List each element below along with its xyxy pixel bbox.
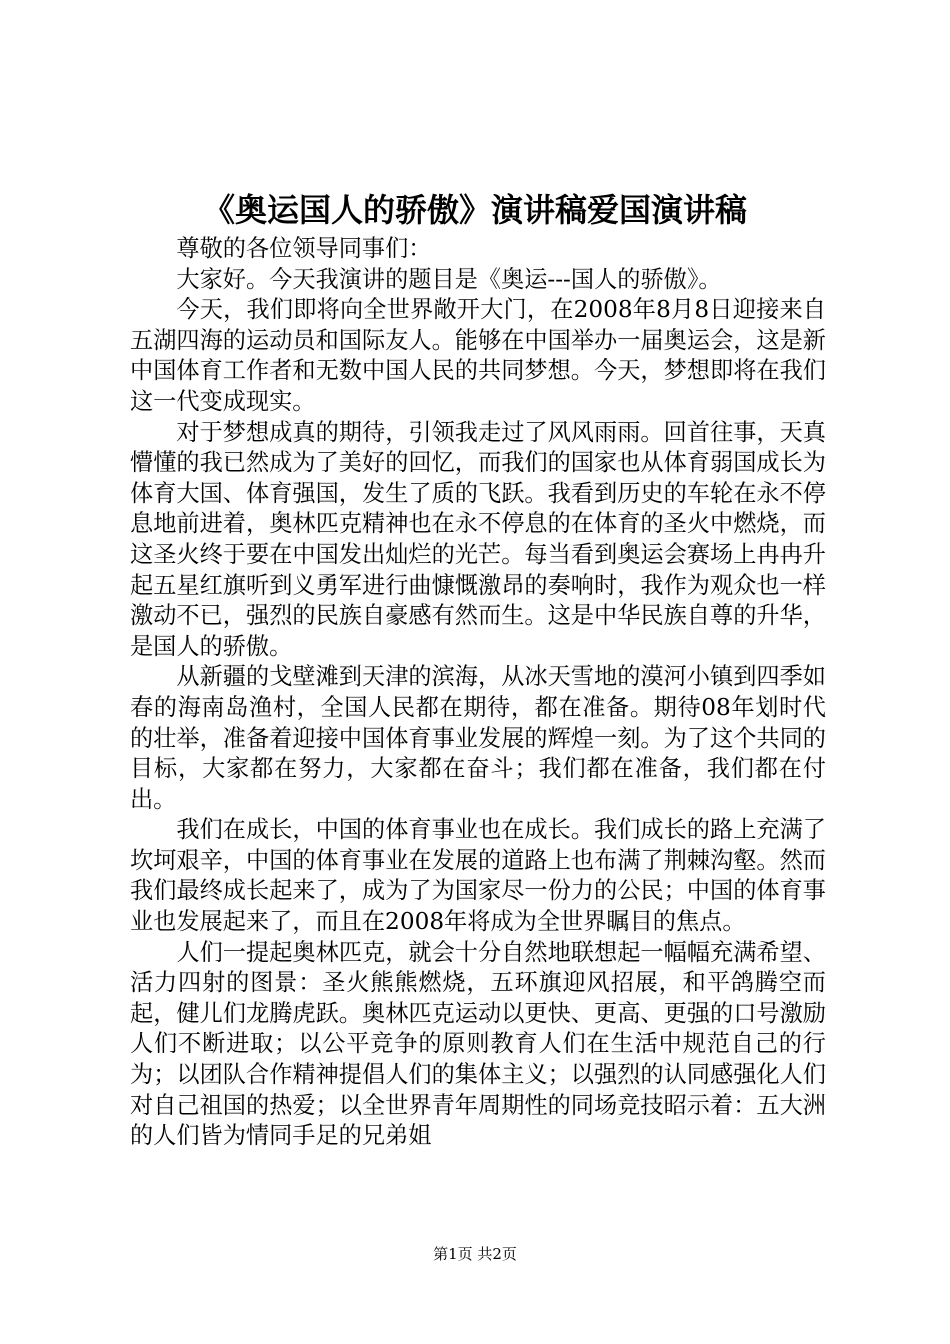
paragraph-greeting: 大家好。今天我演讲的题目是《奥运---国人的骄傲》。 <box>176 265 722 293</box>
paragraph: 对于梦想成真的期待，引领我走过了风风雨雨。回首往事，天真懵懂的我已然成为了美好的回忆，而我们的国家也从体育弱国成长为体育大国、体育强国，发生了质的飞跃。我看到历史的车轮在永不停息地前进着，奥林匹克精神也在永不停息的在体育的圣火中燃烧，而这圣火终于要在中国发出灿烂的光芒。每当看到奥运会赛场上冉冉升起五星红旗听到义勇军进行曲慷慨激昂的奏响时，我作为观众也一样激动不已，强烈的民族自豪感有然而生。这是中华民族自尊的升华，是国人的骄傲。 <box>130 418 826 660</box>
paragraph: 我们在成长，中国的体育事业也在成长。我们成长的路上充满了坎坷艰辛，中国的体育事业在发展的道路上也布满了荆棘沟壑。然而我们最终成长起来了，成为了为国家尽一份力的公民；中国的体育事业也发展起来了，而且在2008年将成为全世界瞩目的焦点。 <box>130 816 826 936</box>
document-title: 《奥运国人的骄傲》演讲稿爱国演讲稿 <box>202 191 747 229</box>
paragraph-salutation: 尊敬的各位领导同事们： <box>176 235 432 262</box>
paragraph: 人们一提起奥林匹克，就会十分自然地联想起一幅幅充满希望、活力四射的图景：圣火熊熊燃烧，五环旗迎风招展，和平鸽腾空而起，健儿们龙腾虎跃。奥林匹克运动以更快、更高、更强的口号激励人们不断进取；以公平竞争的原则教育人们在生活中规范自己的行为；以团队合作精神提倡人们的集体主义；以强烈的认同感强化人们对自己祖国的热爱；以全世界青年周期性的同场竞技昭示着：五大洲的人们皆为情同手足的兄弟姐 <box>130 938 826 1150</box>
document-body <box>130 234 826 1152</box>
paragraph: 从新疆的戈壁滩到天津的滨海，从冰天雪地的漠河小镇到四季如春的海南岛渔村，全国人民都在期待，都在准备。期待08年划时代的壮举，准备着迎接中国体育事业发展的辉煌一刻。为了这个共同的目标，大家都在努力，大家都在奋斗；我们都在准备，我们都在付出。 <box>130 663 826 813</box>
page-number-footer: 第1页 共2页 <box>433 1245 517 1263</box>
paragraph: 今天，我们即将向全世界敞开大门，在2008年8月8日迎接来自五湖四海的运动员和国际友人。能够在中国举办一届奥运会，这是新中国体育工作者和无数中国人民的共同梦想。今天，梦想即将在我们这一代变成现实。 <box>130 296 826 415</box>
